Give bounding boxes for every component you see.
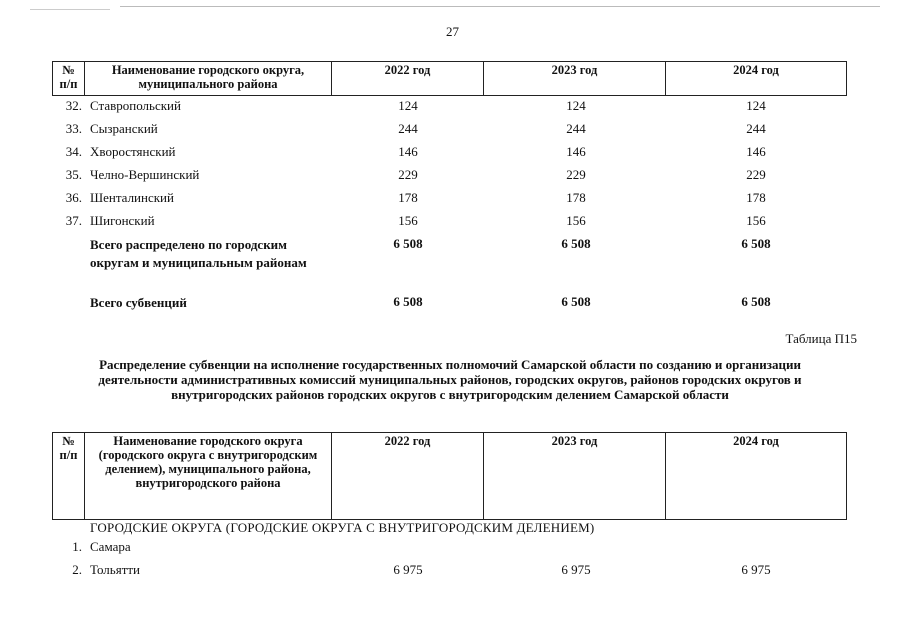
value-2023: 6 975 (561, 562, 591, 577)
value-2022: 178 (398, 190, 418, 205)
col-header-num: № п/п (53, 433, 85, 520)
row-number: 1. (72, 539, 82, 554)
total-distributed-label: Всего распределено по городским округам и муниципальным районам (90, 237, 307, 270)
section-heading: ГОРОДСКИЕ ОКРУГА (ГОРОДСКИЕ ОКРУГА С ВНУТРИГОРОДСКИМ ДЕЛЕНИЕМ) (90, 520, 595, 535)
table2-header (52, 432, 847, 520)
value-2022: 229 (398, 167, 418, 182)
row-number: 35. (65, 167, 82, 182)
value-2022: 156 (398, 213, 418, 228)
col-header-2022: 2022 год (332, 433, 484, 520)
value-2022: 124 (398, 98, 418, 113)
total-subventions-2022: 6 508 (393, 294, 423, 309)
value-2024: 244 (746, 121, 766, 136)
table-title: Распределение субвенции на исполнение государственных полномочий Самарской области по созданию и организации деятельности административных комиссий муниципальных районов, городских округов, районов городских округов и внутригородских районов городских округов с внутригородским делением Самарской области (98, 357, 802, 402)
row-number: 33. (65, 121, 82, 136)
total-distributed-2023: 6 508 (561, 236, 591, 251)
row-number: 34. (65, 144, 82, 159)
table-label: Таблица П15 (785, 331, 857, 346)
row-name: Челно-Вершинский (90, 167, 200, 182)
value-2024: 178 (746, 190, 766, 205)
value-2023: 146 (566, 144, 586, 159)
total-subventions-2023: 6 508 (561, 294, 591, 309)
value-2022: 146 (398, 144, 418, 159)
value-2023: 244 (566, 121, 586, 136)
total-distributed-2024: 6 508 (741, 236, 771, 251)
row-number: 37. (65, 213, 82, 228)
row-name: Ставропольский (90, 98, 181, 113)
row-number: 36. (65, 190, 82, 205)
value-2024: 6 975 (741, 562, 771, 577)
col-header-2023: 2023 год (484, 433, 666, 520)
row-number: 2. (72, 562, 82, 577)
total-subventions-label: Всего субвенций (90, 295, 187, 310)
scan-artifact-line (120, 6, 880, 7)
value-2023: 156 (566, 213, 586, 228)
scan-artifact-line (30, 9, 110, 10)
value-2024: 124 (746, 98, 766, 113)
row-name: Хворостянский (90, 144, 176, 159)
value-2024: 229 (746, 167, 766, 182)
col-header-2023: 2023 год (484, 62, 666, 96)
table1-header (52, 61, 847, 96)
row-name: Сызранский (90, 121, 158, 136)
col-header-name: Наименование городского округа, муниципального района (85, 62, 332, 96)
value-2022: 6 975 (393, 562, 423, 577)
value-2022: 244 (398, 121, 418, 136)
row-name: Шигонский (90, 213, 155, 228)
total-distributed-2022: 6 508 (393, 236, 423, 251)
row-name: Шенталинский (90, 190, 174, 205)
value-2024: 146 (746, 144, 766, 159)
row-name: Самара (90, 539, 131, 554)
value-2023: 229 (566, 167, 586, 182)
row-number: 32. (65, 98, 82, 113)
col-header-2022: 2022 год (332, 62, 484, 96)
col-header-2024: 2024 год (666, 433, 847, 520)
page-number: 27 (446, 24, 459, 39)
row-name: Тольятти (90, 562, 141, 577)
col-header-num: № п/п (53, 62, 85, 96)
value-2023: 124 (566, 98, 586, 113)
col-header-2024: 2024 год (666, 62, 847, 96)
total-subventions-2024: 6 508 (741, 294, 771, 309)
value-2023: 178 (566, 190, 586, 205)
value-2024: 156 (746, 213, 766, 228)
col-header-name: Наименование городского округа (городского округа с внутригородским делением), муниципального района, внутригородского района (85, 433, 332, 520)
